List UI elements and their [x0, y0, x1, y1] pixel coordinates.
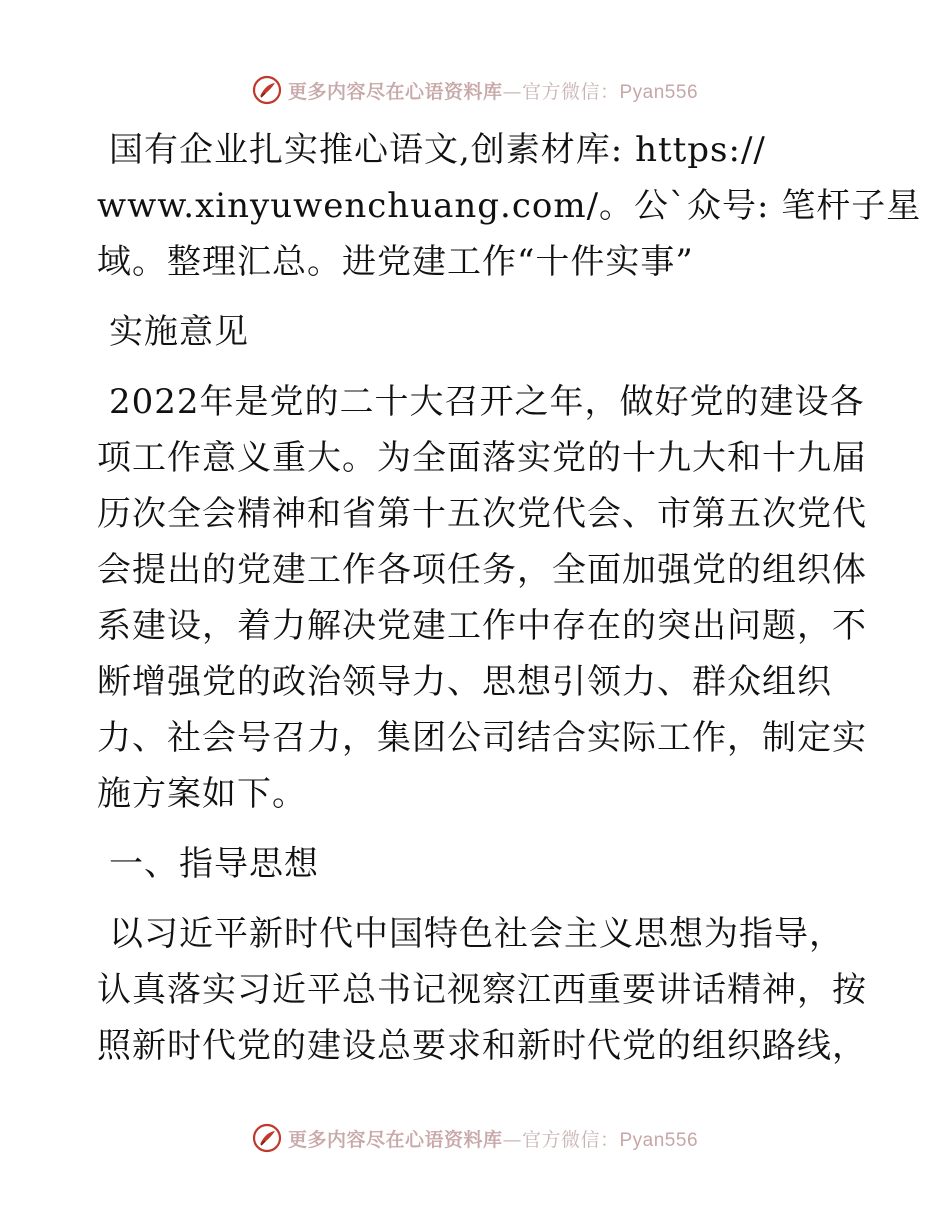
header-contact-label: 官方微信：: [521, 80, 620, 103]
paragraph-line: 历次全会精神和省第十五次党代会、市第五次党代: [97, 494, 867, 534]
paragraph-line: 项工作意义重大。为全面落实党的十九大和十九届: [97, 438, 867, 478]
paragraph-line: 认真落实习近平总书记视察江西重要讲话精神，按: [97, 970, 867, 1010]
paragraph-line: 系建设，着力解决党建工作中存在的突出问题，不: [97, 606, 867, 646]
footer-contact-label: 官方微信：: [521, 1128, 620, 1151]
paragraph-line: 断增强党的政治领导力、思想引领力、群众组织: [97, 662, 832, 702]
paragraph-line: 会提出的党建工作各项任务，全面加强党的组织体: [97, 550, 867, 590]
paragraph-line: 施方案如下。: [97, 774, 307, 814]
title-line: 国有企业扎实推心语文,创素材库: https://: [109, 130, 766, 170]
footer-brand-line: [288, 1125, 698, 1152]
header-brand-text: 更多内容尽在心语资料库: [287, 80, 503, 103]
brand-logo-icon: [252, 75, 282, 105]
header-dash: —: [502, 80, 522, 103]
section-heading: [97, 836, 857, 892]
header-contact-id: Pyan556: [619, 81, 699, 103]
brand-logo-icon: [252, 1123, 282, 1153]
page-footer: [0, 1118, 950, 1158]
subtitle-text: 实施意见: [109, 312, 249, 352]
paragraph-line: 以习近平新时代中国特色社会主义思想为指导，: [109, 914, 844, 954]
page-header: [0, 70, 950, 110]
title-line: www.xinyuwenchuang.com/。公`众号: 笔杆子星: [97, 186, 922, 226]
header-brand-line: [288, 77, 698, 104]
footer-dash: —: [502, 1128, 522, 1151]
section-heading-text: 一、指导思想: [109, 844, 319, 884]
footer-contact-id: Pyan556: [619, 1129, 699, 1151]
paragraph-line: 2022年是党的二十大召开之年，做好党的建设各: [109, 382, 865, 422]
footer-brand-text: 更多内容尽在心语资料库: [287, 1128, 503, 1151]
title-line: 域。整理汇总。进党建工作“十件实事”: [97, 242, 694, 282]
document-body: [97, 122, 922, 1088]
paragraph-line: 照新时代党的建设总要求和新时代党的组织路线，: [97, 1026, 867, 1066]
document-title: [97, 122, 922, 290]
paragraph-line: 力、社会号召力，集团公司结合实际工作，制定实: [97, 718, 867, 758]
section-paragraph: [97, 906, 867, 1074]
intro-paragraph: [97, 374, 867, 822]
document-subtitle: [97, 304, 857, 360]
